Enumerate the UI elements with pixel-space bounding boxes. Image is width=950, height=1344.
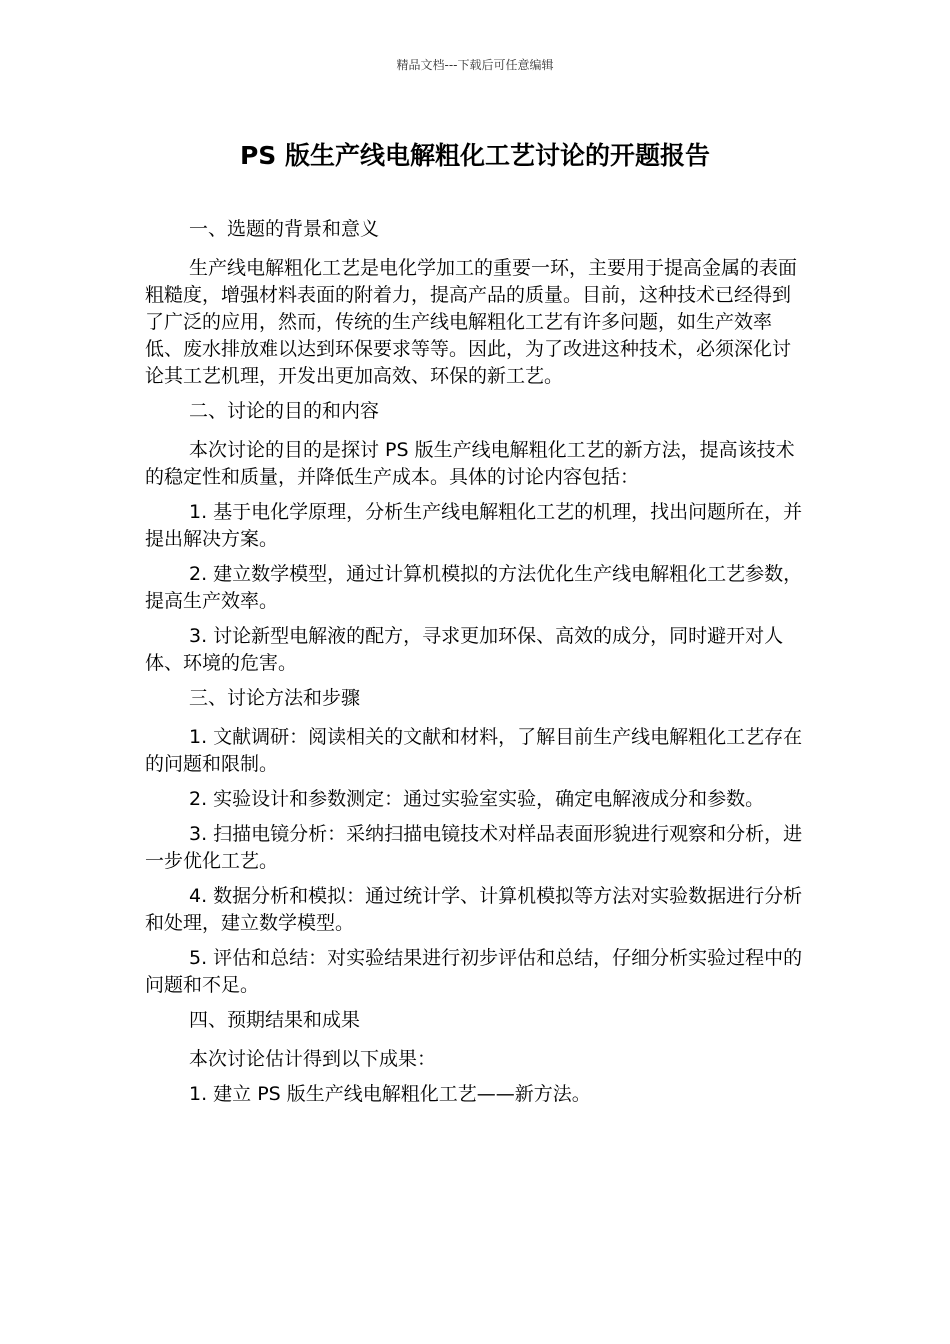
section-heading-purpose: 二、讨论的目的和内容: [189, 400, 380, 422]
list-item-methods-5: 5. 评估和总结：对实验结果进行初步评估和总结，仔细分析实验过程中的问题和不足。: [145, 947, 803, 996]
section-heading-methods: 三、讨论方法和步骤: [189, 687, 361, 709]
list-item-results-1: 1. 建立 PS 版生产线电解粗化工艺——新方法。: [189, 1083, 591, 1105]
paragraph-purpose: 本次讨论的目的是探讨 PS 版生产线电解粗化工艺的新方法，提高该技术的稳定性和质量，并降低生产成本。具体的讨论内容包括：: [145, 439, 795, 488]
section-heading-results: 四、预期结果和成果: [189, 1009, 361, 1031]
section-heading-background: 一、选题的背景和意义: [189, 218, 380, 240]
list-item-purpose-3: 3. 讨论新型电解液的配方，寻求更加环保、高效的成分，同时避开对人体、环境的危害。: [145, 625, 784, 674]
list-item-methods-3: 3. 扫描电镜分析：采纳扫描电镜技术对样品表面形貌进行观察和分析，进一步优化工艺。: [145, 823, 803, 872]
list-item-purpose-1: 1. 基于电化学原理，分析生产线电解粗化工艺的机理，找出问题所在，并提出解决方案。: [145, 501, 803, 550]
list-item-methods-2: 2. 实验设计和参数测定：通过实验室实验，确定电解液成分和参数。: [189, 788, 765, 810]
document-title: PS 版生产线电解粗化工艺讨论的开题报告: [239, 141, 711, 170]
paragraph-results: 本次讨论估计得到以下成果：: [189, 1048, 437, 1070]
page-header-note: 精品文档---下载后可任意编辑: [396, 58, 554, 72]
paragraph-background: 生产线电解粗化工艺是电化学加工的重要一环，主要用于提高金属的表面粗糙度，增强材料表面的附着力，提高产品的质量。目前，这种技术已经得到了广泛的应用，然而，传统的生产线电解粗化工艺有许多问题，如生产效率低、废水排放难以达到环保要求等等。因此，为了改进这种技术，必须深化讨论其工艺机理，开发出更加高效、环保的新工艺。: [145, 257, 798, 387]
list-item-methods-4: 4. 数据分析和模拟：通过统计学、计算机模拟等方法对实验数据进行分析和处理，建立数学模型。: [145, 885, 803, 934]
list-item-methods-1: 1. 文献调研：阅读相关的文献和材料，了解目前生产线电解粗化工艺存在的问题和限制。: [145, 726, 803, 775]
document-body: [145, 216, 805, 1116]
list-item-purpose-2: 2. 建立数学模型，通过计算机模拟的方法优化生产线电解粗化工艺参数，提高生产效率。: [145, 563, 803, 612]
